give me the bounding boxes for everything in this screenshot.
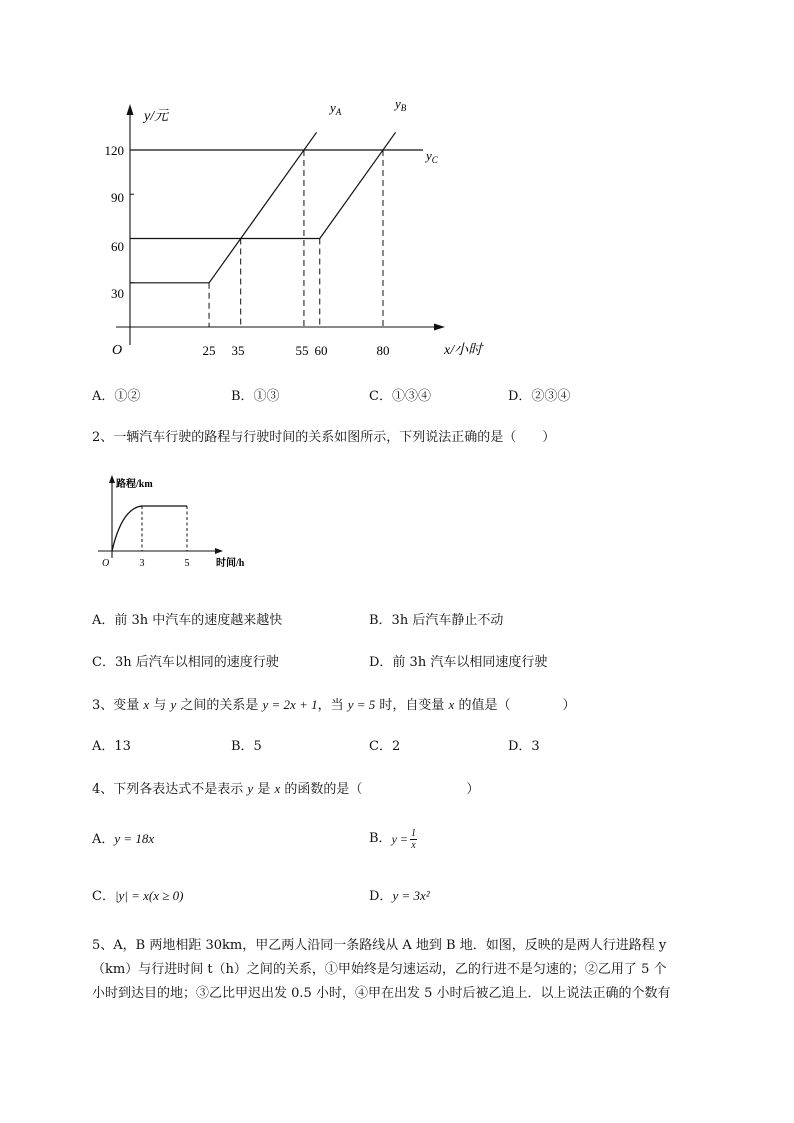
q1-option-c[interactable]: C．①③④ (369, 389, 431, 404)
y-axis-label: y/元 (144, 109, 169, 124)
series-label-yb: $y_B$ (395, 96, 407, 113)
q2-option-d[interactable]: D．前 3h 汽车以相同速度行驶 (369, 655, 548, 670)
q4-option-c[interactable]: C．|y| = x(x ≥ 0) (92, 888, 184, 904)
x-tick-25: 25 (202, 343, 216, 358)
q1-option-b[interactable]: B．①③ (231, 389, 280, 404)
q3-option-d[interactable]: D．3 (508, 739, 540, 754)
q2-option-a[interactable]: A．前 3h 中汽车的速度越来越快 (92, 613, 283, 628)
q1-option-d[interactable]: D．②③④ (508, 389, 571, 404)
q3-option-c[interactable]: C．2 (369, 739, 401, 754)
origin-label: O (112, 343, 123, 358)
x-axis-arrow (434, 324, 445, 331)
graph2-origin: O (102, 558, 110, 569)
q5-line-3: 小时到达目的地；③乙比甲迟出发 0.5 小时，④甲在出发 5 小时后被乙追上．以上说法正确的个数有 (92, 986, 671, 1001)
q3-stem: 3、变量 x 与 y 之间的关系是 y = 2x + 1，当 y = 5 时，自变量 x 的值是（ ） (92, 697, 576, 713)
x-tick-80: 80 (376, 343, 390, 358)
q3-option-a[interactable]: A．13 (92, 739, 131, 754)
q3-option-b[interactable]: B．5 (231, 739, 262, 754)
x-tick-55: 55 (295, 343, 309, 358)
q4-option-a[interactable]: A．y = 18x (92, 831, 155, 847)
q2-stem: 2、一辆汽车行驶的路程与行驶时间的关系如图所示，下列说法正确的是（ ） (92, 430, 556, 445)
q1-option-a[interactable]: A．①② (92, 389, 141, 404)
q4-stem: 4、下列各表达式不是表示 y 是 x 的函数的是（ ） (92, 781, 480, 797)
q5-line-2: （km）与行进时间 t（h）之间的关系，①甲始终是匀速运动，乙的行进不是匀速的；②乙用了 5 个 (92, 962, 667, 977)
y-tick-60: 60 (111, 239, 124, 254)
x-axis-label: x/小时 (444, 343, 483, 358)
q5-line-1: 5、A，B 两地相距 30km，甲乙两人沿同一条路线从 A 地到 B 地．如图，反映的是两人行进路程 y (92, 938, 667, 953)
x-tick-60: 60 (314, 343, 328, 358)
q2-option-b[interactable]: B．3h 后汽车静止不动 (369, 613, 504, 628)
graph2-x-tick-5: 5 (184, 558, 190, 569)
distance-time-graph (90, 470, 280, 575)
graph2-curve (112, 506, 187, 551)
y-tick-90: 90 (111, 190, 124, 205)
q4-option-d[interactable]: D．y = 3x² (369, 888, 430, 904)
graph2-y-arrow (109, 475, 115, 483)
q2-option-c[interactable]: C．3h 后汽车以相同的速度行驶 (92, 655, 279, 670)
q4-option-b[interactable]: B． y = $\frac{1}{x}$ (369, 827, 416, 851)
graph2-x-arrow (215, 548, 223, 554)
y-tick-120: 120 (104, 143, 124, 158)
series-label-ya: $y_A$ (330, 100, 342, 117)
series-label-yc: $y_C$ (426, 148, 438, 165)
graph2-y-label: 路程/km (116, 479, 153, 490)
graph2-x-tick-3: 3 (139, 558, 145, 569)
graph2-x-label: 时间/h (216, 558, 245, 569)
series-line-ya (130, 132, 317, 282)
series-line-yb (130, 132, 396, 238)
y-tick-30: 30 (111, 286, 124, 301)
x-tick-35: 35 (231, 343, 245, 358)
cost-function-chart (0, 0, 794, 370)
y-axis-arrow (127, 104, 134, 115)
q3-equation: y = 2x + 1 (262, 697, 318, 712)
